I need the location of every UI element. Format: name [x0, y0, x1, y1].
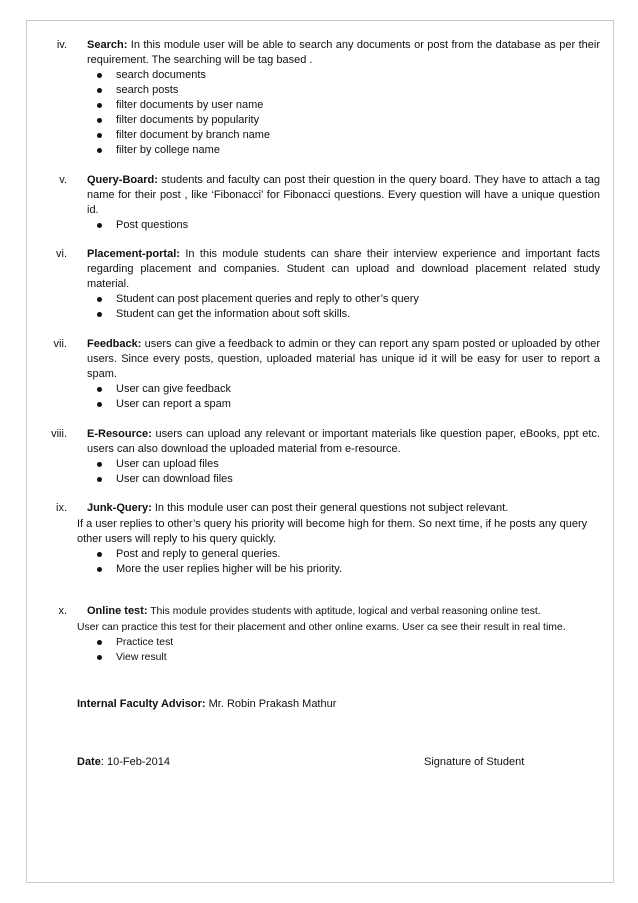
bullet-icon	[97, 297, 102, 302]
section-numeral: viii.	[51, 428, 67, 440]
date-line	[77, 755, 170, 770]
section-body: In this module user will be able to search any documents or post from the database as per their requirement. The searching will be tag based .	[87, 39, 600, 66]
section-body: users can upload any relevant or important materials like question paper, eBooks, ppt etc. users can also download the uploaded material from e-resource.	[87, 428, 600, 455]
bullet-icon	[97, 567, 102, 572]
list-item: filter documents by popularity	[97, 113, 270, 128]
bullet-list	[97, 547, 342, 577]
date-label: Date	[77, 756, 101, 768]
list-item: filter documents by user name	[97, 98, 270, 113]
bullet-list	[97, 68, 270, 158]
section-continuation: If a user replies to other’s query his priority will become high for them. So next time, if he posts any query other users will reply to his query quickly.	[77, 518, 588, 545]
list-item: Student can post placement queries and reply to other’s query	[97, 292, 419, 307]
section-heading: Placement-portal:	[87, 248, 180, 260]
section-numeral: vii.	[53, 338, 67, 350]
section-heading: Feedback:	[87, 338, 142, 350]
advisor-name: Mr. Robin Prakash Mathur	[205, 698, 337, 710]
bullet-icon	[97, 73, 102, 78]
section-paragraph	[87, 604, 600, 619]
signature-label: Signature of Student	[424, 756, 525, 768]
bullet-icon	[97, 118, 102, 123]
section-paragraph	[87, 337, 600, 382]
bullet-icon	[97, 133, 102, 138]
section-continuation: User can practice this test for their placement and other online exams. User ca see their result in real time.	[77, 622, 566, 633]
section-body: In this module user can post their general questions not subject relevant.	[151, 502, 509, 514]
bullet-list	[97, 292, 419, 322]
section-paragraph	[87, 247, 600, 292]
list-item: User can give feedback	[97, 382, 231, 397]
bullet-icon	[97, 477, 102, 482]
section-body: students and faculty can post their question in the query board. They have to attach a tag name for their post , like ‘Fibonacci’ for Fibonacci questions. Every question will have a unique question id.	[87, 174, 600, 216]
list-item: search documents	[97, 68, 270, 83]
faculty-advisor-line	[77, 697, 336, 712]
section-heading: Search:	[87, 39, 128, 51]
bullet-icon	[97, 462, 102, 467]
section-paragraph	[87, 427, 600, 457]
section-body: This module provides students with aptitude, logical and verbal reasoning online test.	[147, 606, 541, 617]
list-item: Practice test	[97, 635, 173, 650]
section-numeral: iv.	[56, 39, 67, 51]
section-heading: Online test:	[87, 605, 148, 617]
bullet-icon	[97, 655, 102, 660]
section-numeral: ix.	[56, 502, 67, 514]
bullet-icon	[97, 148, 102, 153]
list-item: filter document by branch name	[97, 128, 270, 143]
bullet-list	[97, 382, 231, 412]
list-item: filter by college name	[97, 143, 270, 158]
bullet-icon	[97, 402, 102, 407]
section-paragraph	[87, 173, 600, 218]
date-value: : 10-Feb-2014	[100, 756, 170, 768]
list-item: View result	[97, 650, 173, 665]
list-item: User can report a spam	[97, 397, 231, 412]
list-item: More the user replies higher will be his priority.	[97, 562, 342, 577]
advisor-label: Internal Faculty Advisor:	[77, 698, 206, 710]
section-heading: Junk-Query:	[87, 502, 152, 514]
list-item: User can upload files	[97, 457, 233, 472]
list-item: Post and reply to general queries.	[97, 547, 342, 562]
bullet-icon	[97, 387, 102, 392]
bullet-list	[97, 457, 233, 487]
section-numeral: vi.	[56, 248, 67, 260]
list-item: search posts	[97, 83, 270, 98]
list-item: Post questions	[97, 218, 188, 233]
section-heading: E-Resource:	[87, 428, 152, 440]
bullet-icon	[97, 88, 102, 93]
bullet-icon	[97, 103, 102, 108]
section-body: In this module students can share their interview experience and important facts regarding placement and companies. Student can upload and download placement related study material.	[87, 248, 600, 290]
section-paragraph	[87, 501, 600, 516]
section-heading: Query-Board:	[87, 174, 158, 186]
section-body: users can give a feedback to admin or they can report any spam posted or uploaded by other users. Since every posts, question, uploaded material has unique id it will be easy for user to report a spam.	[87, 338, 600, 380]
bullet-icon	[97, 640, 102, 645]
section-numeral: v.	[59, 174, 67, 186]
bullet-list	[97, 218, 188, 233]
bullet-icon	[97, 312, 102, 317]
bullet-list	[97, 635, 173, 665]
section-numeral: x.	[58, 605, 67, 617]
list-item: User can download files	[97, 472, 233, 487]
list-item: Student can get the information about soft skills.	[97, 307, 419, 322]
bullet-icon	[97, 552, 102, 557]
section-paragraph	[87, 38, 600, 68]
bullet-icon	[97, 223, 102, 228]
